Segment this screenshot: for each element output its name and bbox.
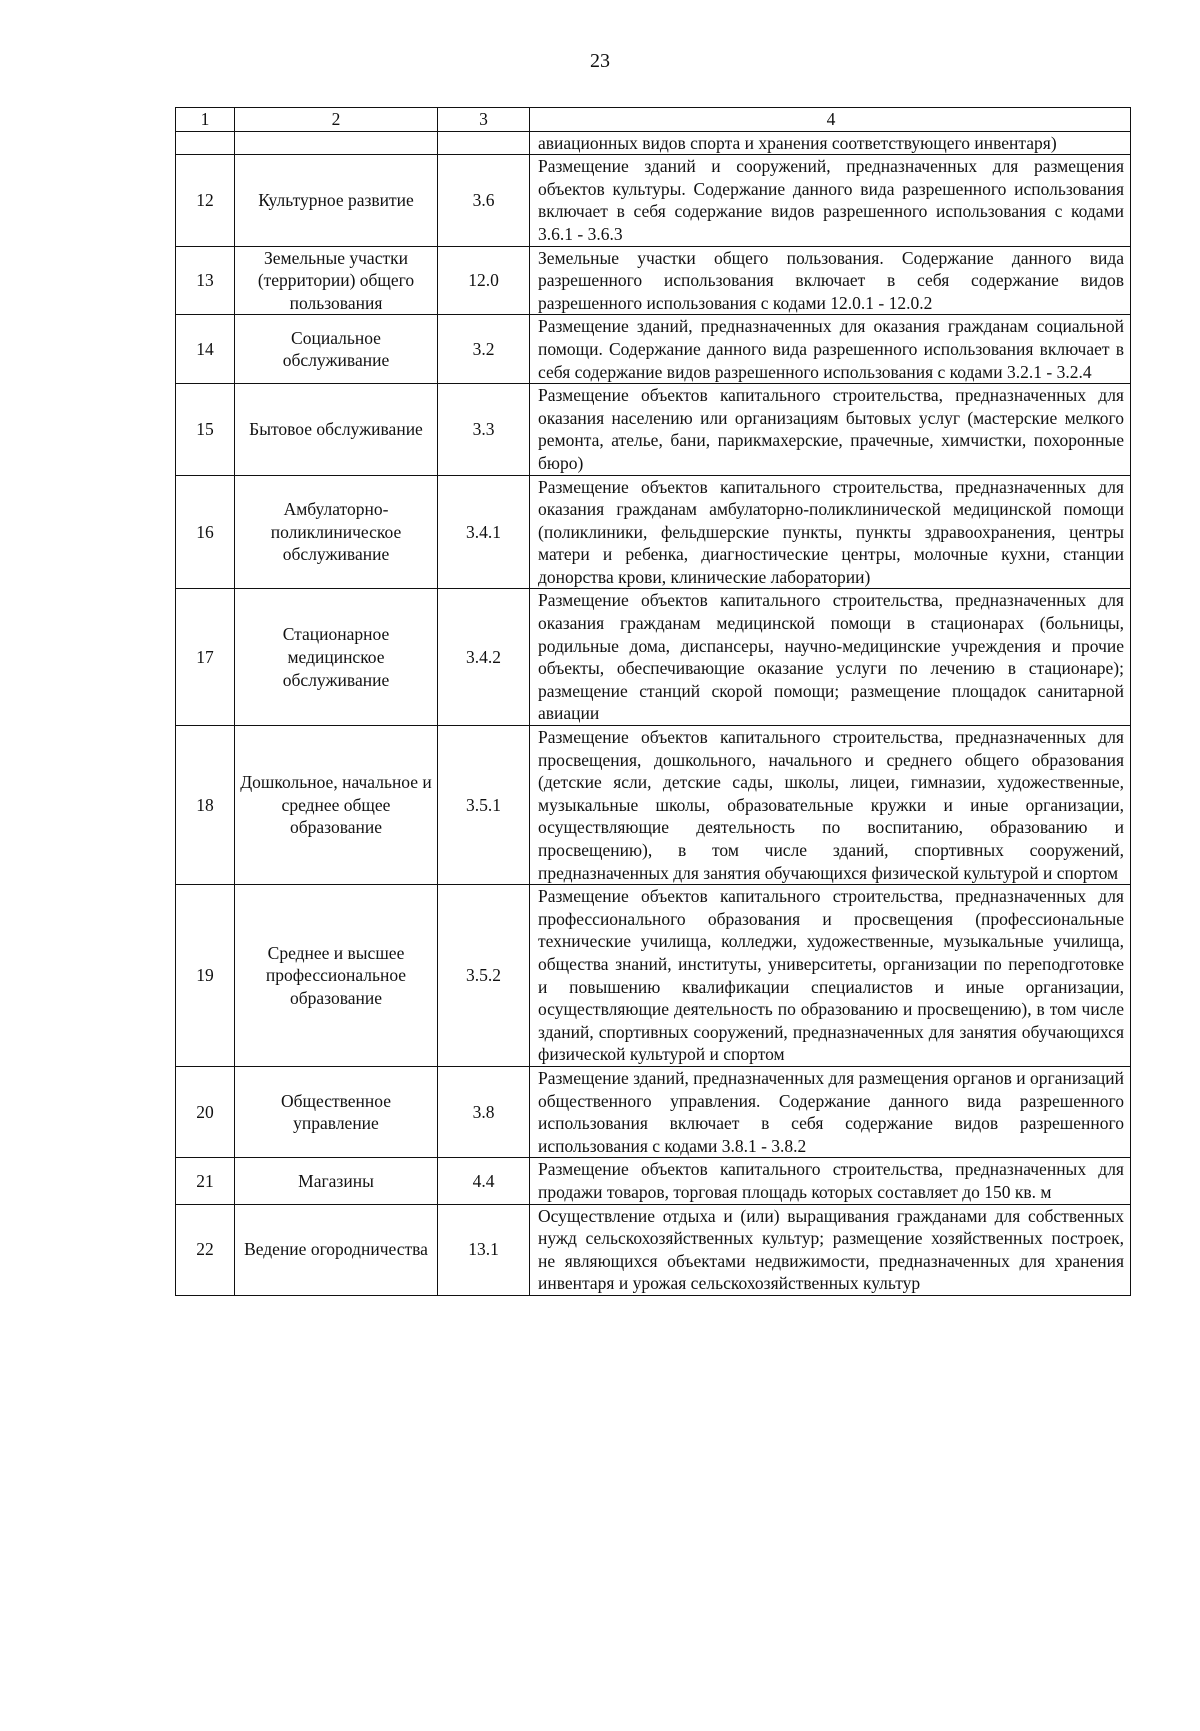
land-use-description: Земельные участки общего пользования. Содержание данного вида разрешенного использования включает в себя содержание видов разрешенного использования с кодами 12.0.1 - 12.0.2 xyxy=(530,246,1131,315)
land-use-name: Магазины xyxy=(235,1158,438,1204)
land-use-code: 12.0 xyxy=(438,246,530,315)
row-number: 13 xyxy=(176,246,235,315)
land-use-description: Размещение объектов капитального строительства, предназначенных для оказания гражданам медицинской помощи в стационарах (больницы, родильные дома, диспансеры, научно-медицинские учреждения и прочие объекты, обеспечивающие оказание услуги по лечению в стационаре); размещение станций скорой помощи; размещение площадок санитарной авиации xyxy=(530,589,1131,726)
land-use-description: Размещение объектов капитального строительства, предназначенных для продажи товаров, торговая площадь которых составляет до 150 кв. м xyxy=(530,1158,1131,1204)
row-number: 21 xyxy=(176,1158,235,1204)
land-use-code: 3.3 xyxy=(438,384,530,475)
table-row xyxy=(176,384,1131,475)
row-number: 18 xyxy=(176,726,235,885)
land-use-name: Земельные участки (территории) общего пользования xyxy=(235,246,438,315)
row-number: 15 xyxy=(176,384,235,475)
table-row xyxy=(176,1158,1131,1204)
land-use-description: Размещение объектов капитального строительства, предназначенных для оказания гражданам амбулаторно-поликлинической медицинской помощи (поликлиники, фельдшерские пункты, пункты здравоохранения, центры матери и ребенка, диагностические центры, молочные кухни, станции донорства крови, клинические лаборатории) xyxy=(530,475,1131,589)
land-use-description: Размещение объектов капитального строительства, предназначенных для просвещения, дошкольного, начального и среднего общего образования (детские ясли, детские сады, школы, лицеи, гимназии, художественные, музыкальные школы, образовательные кружки и иные организации, осуществляющие деятельность по воспитанию, образованию и просвещению), в том числе зданий, спортивных сооружений, предназначенных для занятия обучающихся физической культурой и спортом xyxy=(530,726,1131,885)
land-use-description: авиационных видов спорта и хранения соответствующего инвентаря) xyxy=(530,131,1131,155)
table-row xyxy=(176,885,1131,1067)
land-use-description: Размещение зданий и сооружений, предназначенных для размещения объектов культуры. Содержание данного вида разрешенного использования включает в себя содержание видов разрешенного использования с кодами 3.6.1 - 3.6.3 xyxy=(530,155,1131,246)
land-use-code: 4.4 xyxy=(438,1158,530,1204)
row-number: 20 xyxy=(176,1066,235,1157)
land-use-name xyxy=(235,131,438,155)
land-use-name: Общественное управление xyxy=(235,1066,438,1157)
table-row xyxy=(176,589,1131,726)
land-use-description: Размещение зданий, предназначенных для оказания гражданам социальной помощи. Содержание данного вида разрешенного использования включает в себя содержание видов разрешенного использования с кодами 3.2.1 - 3.2.4 xyxy=(530,315,1131,384)
table-row xyxy=(176,726,1131,885)
land-use-table xyxy=(175,107,1131,1296)
header-col-2: 2 xyxy=(235,108,438,132)
table-row xyxy=(176,155,1131,246)
row-number: 19 xyxy=(176,885,235,1067)
row-number: 14 xyxy=(176,315,235,384)
land-use-name: Социальное обслуживание xyxy=(235,315,438,384)
land-use-code: 3.5.1 xyxy=(438,726,530,885)
land-use-code: 3.8 xyxy=(438,1066,530,1157)
header-col-4: 4 xyxy=(530,108,1131,132)
header-row xyxy=(176,108,1131,132)
land-use-code: 3.6 xyxy=(438,155,530,246)
table-header xyxy=(176,108,1131,132)
land-use-code: 3.4.2 xyxy=(438,589,530,726)
table-row xyxy=(176,315,1131,384)
row-number: 22 xyxy=(176,1204,235,1295)
land-use-name: Среднее и высшее профессиональное образование xyxy=(235,885,438,1067)
land-use-code: 13.1 xyxy=(438,1204,530,1295)
header-col-3: 3 xyxy=(438,108,530,132)
land-use-code xyxy=(438,131,530,155)
land-use-name: Стационарное медицинское обслуживание xyxy=(235,589,438,726)
table-row xyxy=(176,1066,1131,1157)
header-col-1: 1 xyxy=(176,108,235,132)
land-use-name: Амбулаторно-поликлиническое обслуживание xyxy=(235,475,438,589)
land-use-name: Ведение огородничества xyxy=(235,1204,438,1295)
land-use-code: 3.4.1 xyxy=(438,475,530,589)
table-row xyxy=(176,246,1131,315)
row-number xyxy=(176,131,235,155)
land-use-description: Размещение объектов капитального строительства, предназначенных для оказания населению или организациям бытовых услуг (мастерские мелкого ремонта, ателье, бани, парикмахерские, прачечные, химчистки, похоронные бюро) xyxy=(530,384,1131,475)
table-row xyxy=(176,475,1131,589)
land-use-name: Дошкольное, начальное и среднее общее образование xyxy=(235,726,438,885)
row-number: 17 xyxy=(176,589,235,726)
table-row xyxy=(176,131,1131,155)
land-use-description: Размещение объектов капитального строительства, предназначенных для профессионального образования и просвещения (профессиональные технические училища, колледжи, художественные, музыкальные училища, общества знаний, институты, университеты, организации по переподготовке и повышению квалификации специалистов и иные организации, осуществляющие деятельность по образованию и просвещению), в том числе зданий, спортивных сооружений, предназначенных для занятия обучающихся физической культурой и спортом xyxy=(530,885,1131,1067)
table-row xyxy=(176,1204,1131,1295)
land-use-name: Культурное развитие xyxy=(235,155,438,246)
land-use-description: Осуществление отдыха и (или) выращивания гражданами для собственных нужд сельскохозяйственных культур; размещение хозяйственных построек, не являющихся объектами недвижимости, предназначенных для хранения инвентаря и урожая сельскохозяйственных культур xyxy=(530,1204,1131,1295)
page-number: 23 xyxy=(590,50,610,72)
table-body xyxy=(176,131,1131,1295)
land-use-code: 3.2 xyxy=(438,315,530,384)
land-use-code: 3.5.2 xyxy=(438,885,530,1067)
land-use-description: Размещение зданий, предназначенных для размещения органов и организаций общественного управления. Содержание данного вида разрешенного использования включает в себя содержание видов разрешенного использования с кодами 3.8.1 - 3.8.2 xyxy=(530,1066,1131,1157)
row-number: 12 xyxy=(176,155,235,246)
row-number: 16 xyxy=(176,475,235,589)
land-use-name: Бытовое обслуживание xyxy=(235,384,438,475)
